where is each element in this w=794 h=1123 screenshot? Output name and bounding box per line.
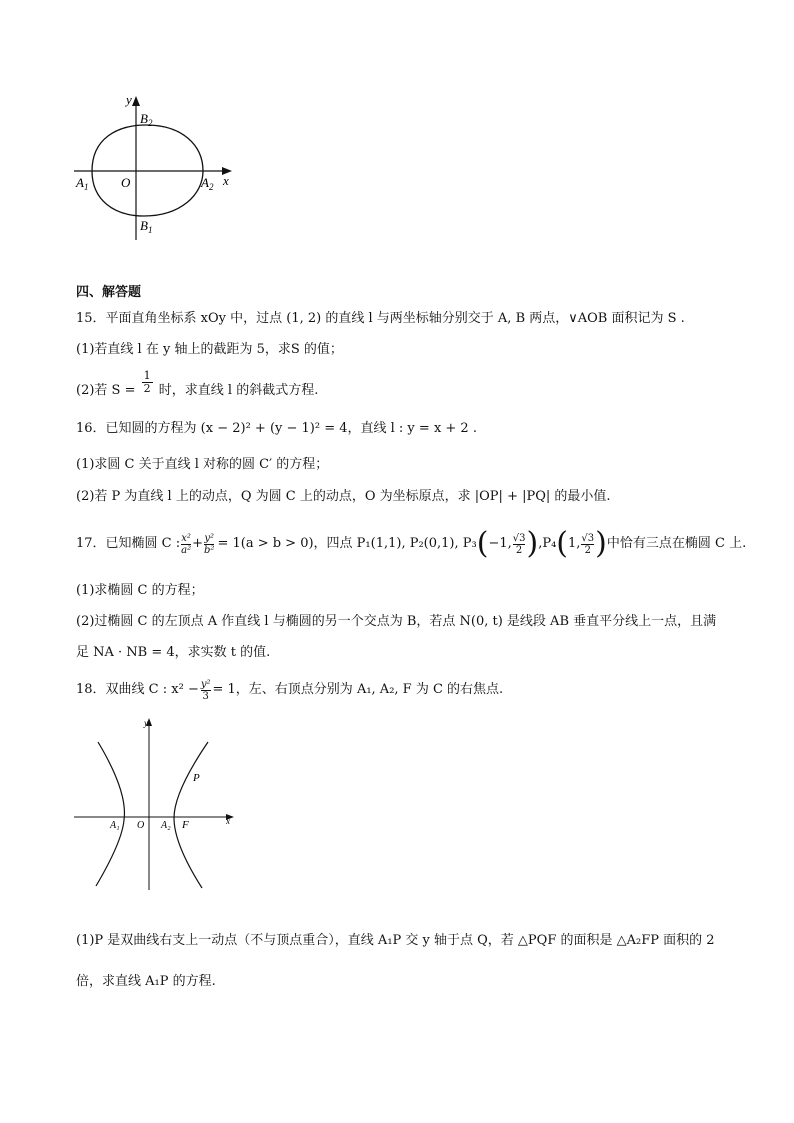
label-y: y [144, 718, 148, 728]
q17-part1: (1)求椭圆 C 的方程； [76, 583, 204, 598]
q18-stem-post: = 1，左、右顶点分别为 A₁, A₂, F 为 C 的右焦点. [212, 682, 504, 697]
q16-stem: 16．已知圆的方程为 (x − 2)² + (y − 1)² = 4，直线 l : y = x + 2 . [76, 421, 477, 436]
q15-stem: 15．平面直角坐标系 xOy 中，过点 (1, 2) 的直线 l 与两坐标轴分别交于 A, B 两点，∨AOB 面积记为 S . [76, 311, 685, 326]
q18-stem-pre: 18．双曲线 C : x² − [76, 682, 199, 697]
fraction-num: 1 [143, 369, 151, 382]
q16-part1: (1)求圆 C 关于直线 l 对称的圆 C′ 的方程； [76, 457, 329, 472]
label-A2: $A_2$ [201, 175, 214, 192]
p4-coords: 1, [568, 536, 581, 551]
p4-paren-close: ) [595, 526, 607, 561]
q17-stem-post: 中恰有三点在椭圆 C 上. [606, 536, 747, 551]
hyperbola-right-branch [174, 742, 208, 888]
q18-part1b: 倍，求直线 A₁P 的方程. [76, 974, 216, 989]
frac-y2-3: $\frac{\text{y²}}{3}$ [200, 678, 211, 702]
q17-stem [76, 524, 746, 564]
section-heading: 四、解答题 [76, 285, 142, 300]
label-O: O [121, 175, 131, 190]
frac-y2-b2: $\frac{\text{y²}}{\text{b²}}$ [204, 532, 215, 556]
fraction-half [142, 370, 153, 395]
p4-paren: ( [556, 526, 569, 561]
label-B1: $B_1$ [140, 218, 153, 235]
q17-part2a: (2)过椭圆 C 的左顶点 A 作直线 l 与椭圆的另一个交点为 B，若点 N(0, t) 是线段 AB 垂直平分线上一点，且满 [76, 614, 717, 629]
q17-stem-pre: 17．已知椭圆 C : [76, 536, 181, 551]
p3-paren-close: ) [526, 526, 539, 561]
q18-part1a: (1)P 是双曲线右支上一动点（不与顶点重合），直线 A₁P 交 y 轴于点 Q，若 △PQF 的面积是 △A₂FP 面积的 2 [76, 933, 715, 948]
q15-part1: (1)若直线 l 在 y 轴上的截距为 5，求S 的值； [76, 342, 343, 357]
frac-sqrt3-2-a: √3 2 [512, 532, 526, 556]
q15-part2 [76, 369, 319, 402]
label-x: x [226, 816, 230, 826]
label-O: O [137, 820, 145, 831]
label-y: y [126, 92, 132, 107]
q18-stem [76, 676, 503, 704]
label-P: P [193, 772, 200, 784]
p3-coords: −1, [488, 536, 512, 551]
label-F: F [182, 819, 189, 831]
frac-sqrt3-2-b: √3 2 [581, 532, 595, 556]
fraction-den: 2 [143, 382, 151, 395]
q15-part2-pre: (2)若 S = [76, 383, 136, 398]
label-A2: A₂ [161, 820, 171, 831]
q17-stem-mid: = 1(a > b > 0)，四点 P₁(1,1), P₂(0,1), P₃ [217, 536, 477, 551]
figure-hyperbola [70, 712, 240, 892]
label-A1: A₁ [110, 820, 120, 831]
q16-part2: (2)若 P 为直线 l 上的动点，Q 为圆 C 上的动点，O 为坐标原点，求 |OP| + |PQ| 的最小值. [76, 489, 611, 504]
q15-part2-post: 时，求直线 l 的斜截式方程. [158, 383, 319, 398]
label-B2: $B_2$ [140, 111, 153, 128]
q17-part2b: 足 NA · NB = 4，求实数 t 的值. [76, 645, 271, 660]
label-A1: $A_1$ [76, 175, 89, 192]
plus-sign: + [192, 536, 204, 551]
frac-x2-a2: x² a² [181, 532, 192, 556]
figure-ellipse [70, 90, 240, 245]
y-axis-arrow [132, 96, 140, 106]
p4-label: ,P₄ [538, 536, 557, 551]
label-x: x [223, 173, 229, 188]
p3-paren: ( [476, 526, 489, 561]
hyperbola-left-branch [96, 742, 124, 886]
